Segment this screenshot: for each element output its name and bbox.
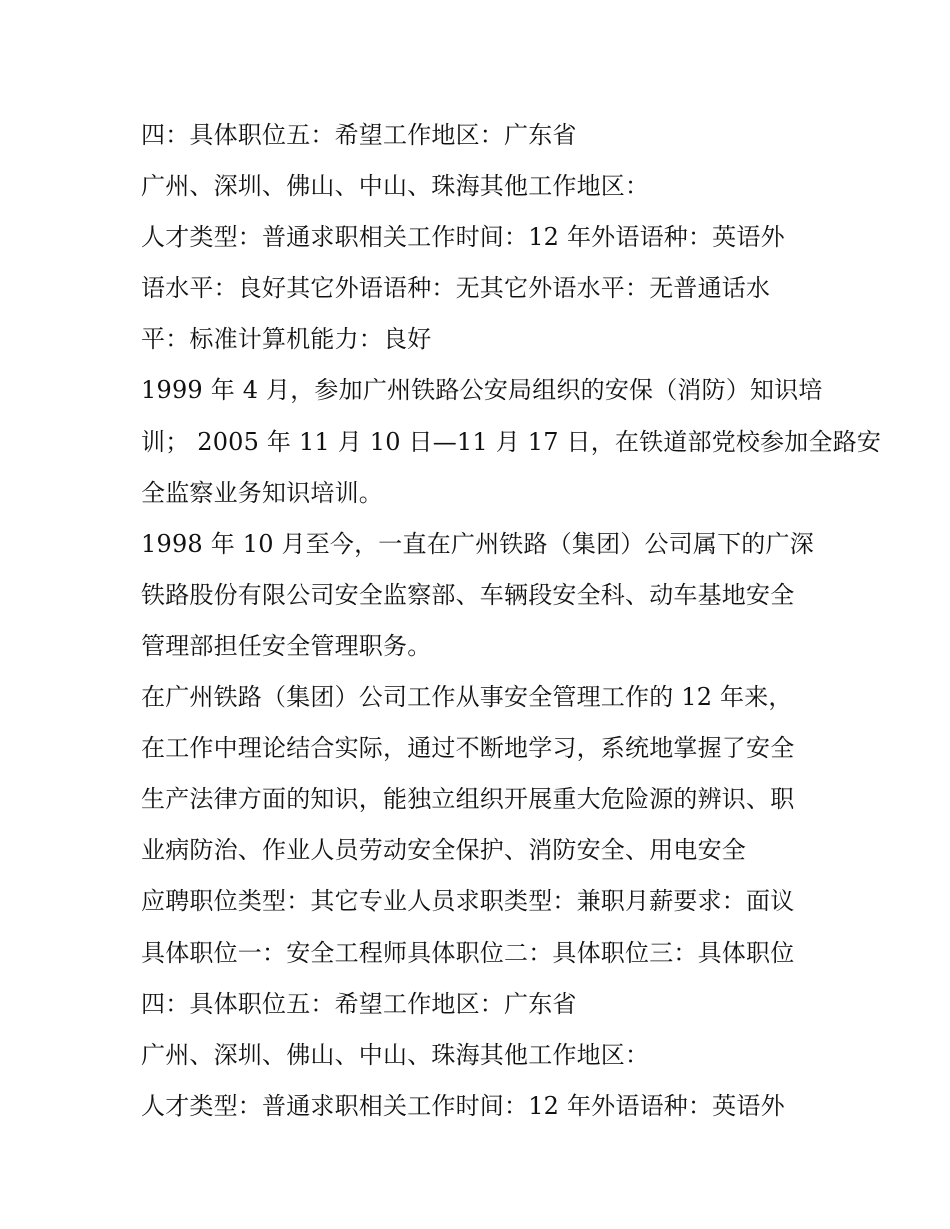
text-line: 在广州铁路（集团）公司工作从事安全管理工作的 12 年来，	[141, 683, 793, 712]
text-line: 管理部担任安全管理职务。	[141, 631, 432, 660]
document-body	[141, 110, 882, 1132]
text-line: 训； 2005 年 11 月 10 日—11 月 17 日，在铁道部党校参加全路安	[141, 427, 882, 456]
text-line: 具体职位一：安全工程师具体职位二：具体职位三：具体职位	[141, 938, 795, 967]
text-line: 1998 年 10 月至今，一直在广州铁路（集团）公司属下的广深	[141, 529, 814, 558]
text-line: 四：具体职位五：希望工作地区：广东省	[141, 121, 577, 149]
text-line: 应聘职位类型：其它专业人员求职类型：兼职月薪要求：面议	[141, 887, 795, 916]
text-line: 人才类型：普通求职相关工作时间：12 年外语语种：英语外	[141, 1091, 785, 1120]
text-line: 人才类型：普通求职相关工作时间：12 年外语语种：英语外	[141, 223, 785, 252]
text-line: 1999 年 4 月，参加广州铁路公安局组织的安保（消防）知识培	[141, 376, 823, 405]
text-line: 广州、深圳、佛山、中山、珠海其他工作地区：	[141, 172, 650, 201]
text-line: 在工作中理论结合实际，通过不断地学习，系统地掌握了安全	[141, 734, 795, 763]
text-line: 四：具体职位五：希望工作地区：广东省	[141, 989, 577, 1018]
text-line: 业病防治、作业人员劳动安全保护、消防安全、用电安全	[141, 836, 746, 865]
text-line: 全监察业务知识培训。	[141, 478, 383, 507]
text-line: 广州、深圳、佛山、中山、珠海其他工作地区：	[141, 1040, 650, 1069]
text-line: 生产法律方面的知识，能独立组织开展重大危险源的辨识、职	[141, 785, 795, 814]
text-line: 语水平：良好其它外语语种：无其它外语水平：无普通话水	[141, 274, 771, 303]
text-line: 铁路股份有限公司安全监察部、车辆段安全科、动车基地安全	[141, 580, 795, 609]
text-line: 平：标准计算机能力：良好	[141, 325, 432, 354]
